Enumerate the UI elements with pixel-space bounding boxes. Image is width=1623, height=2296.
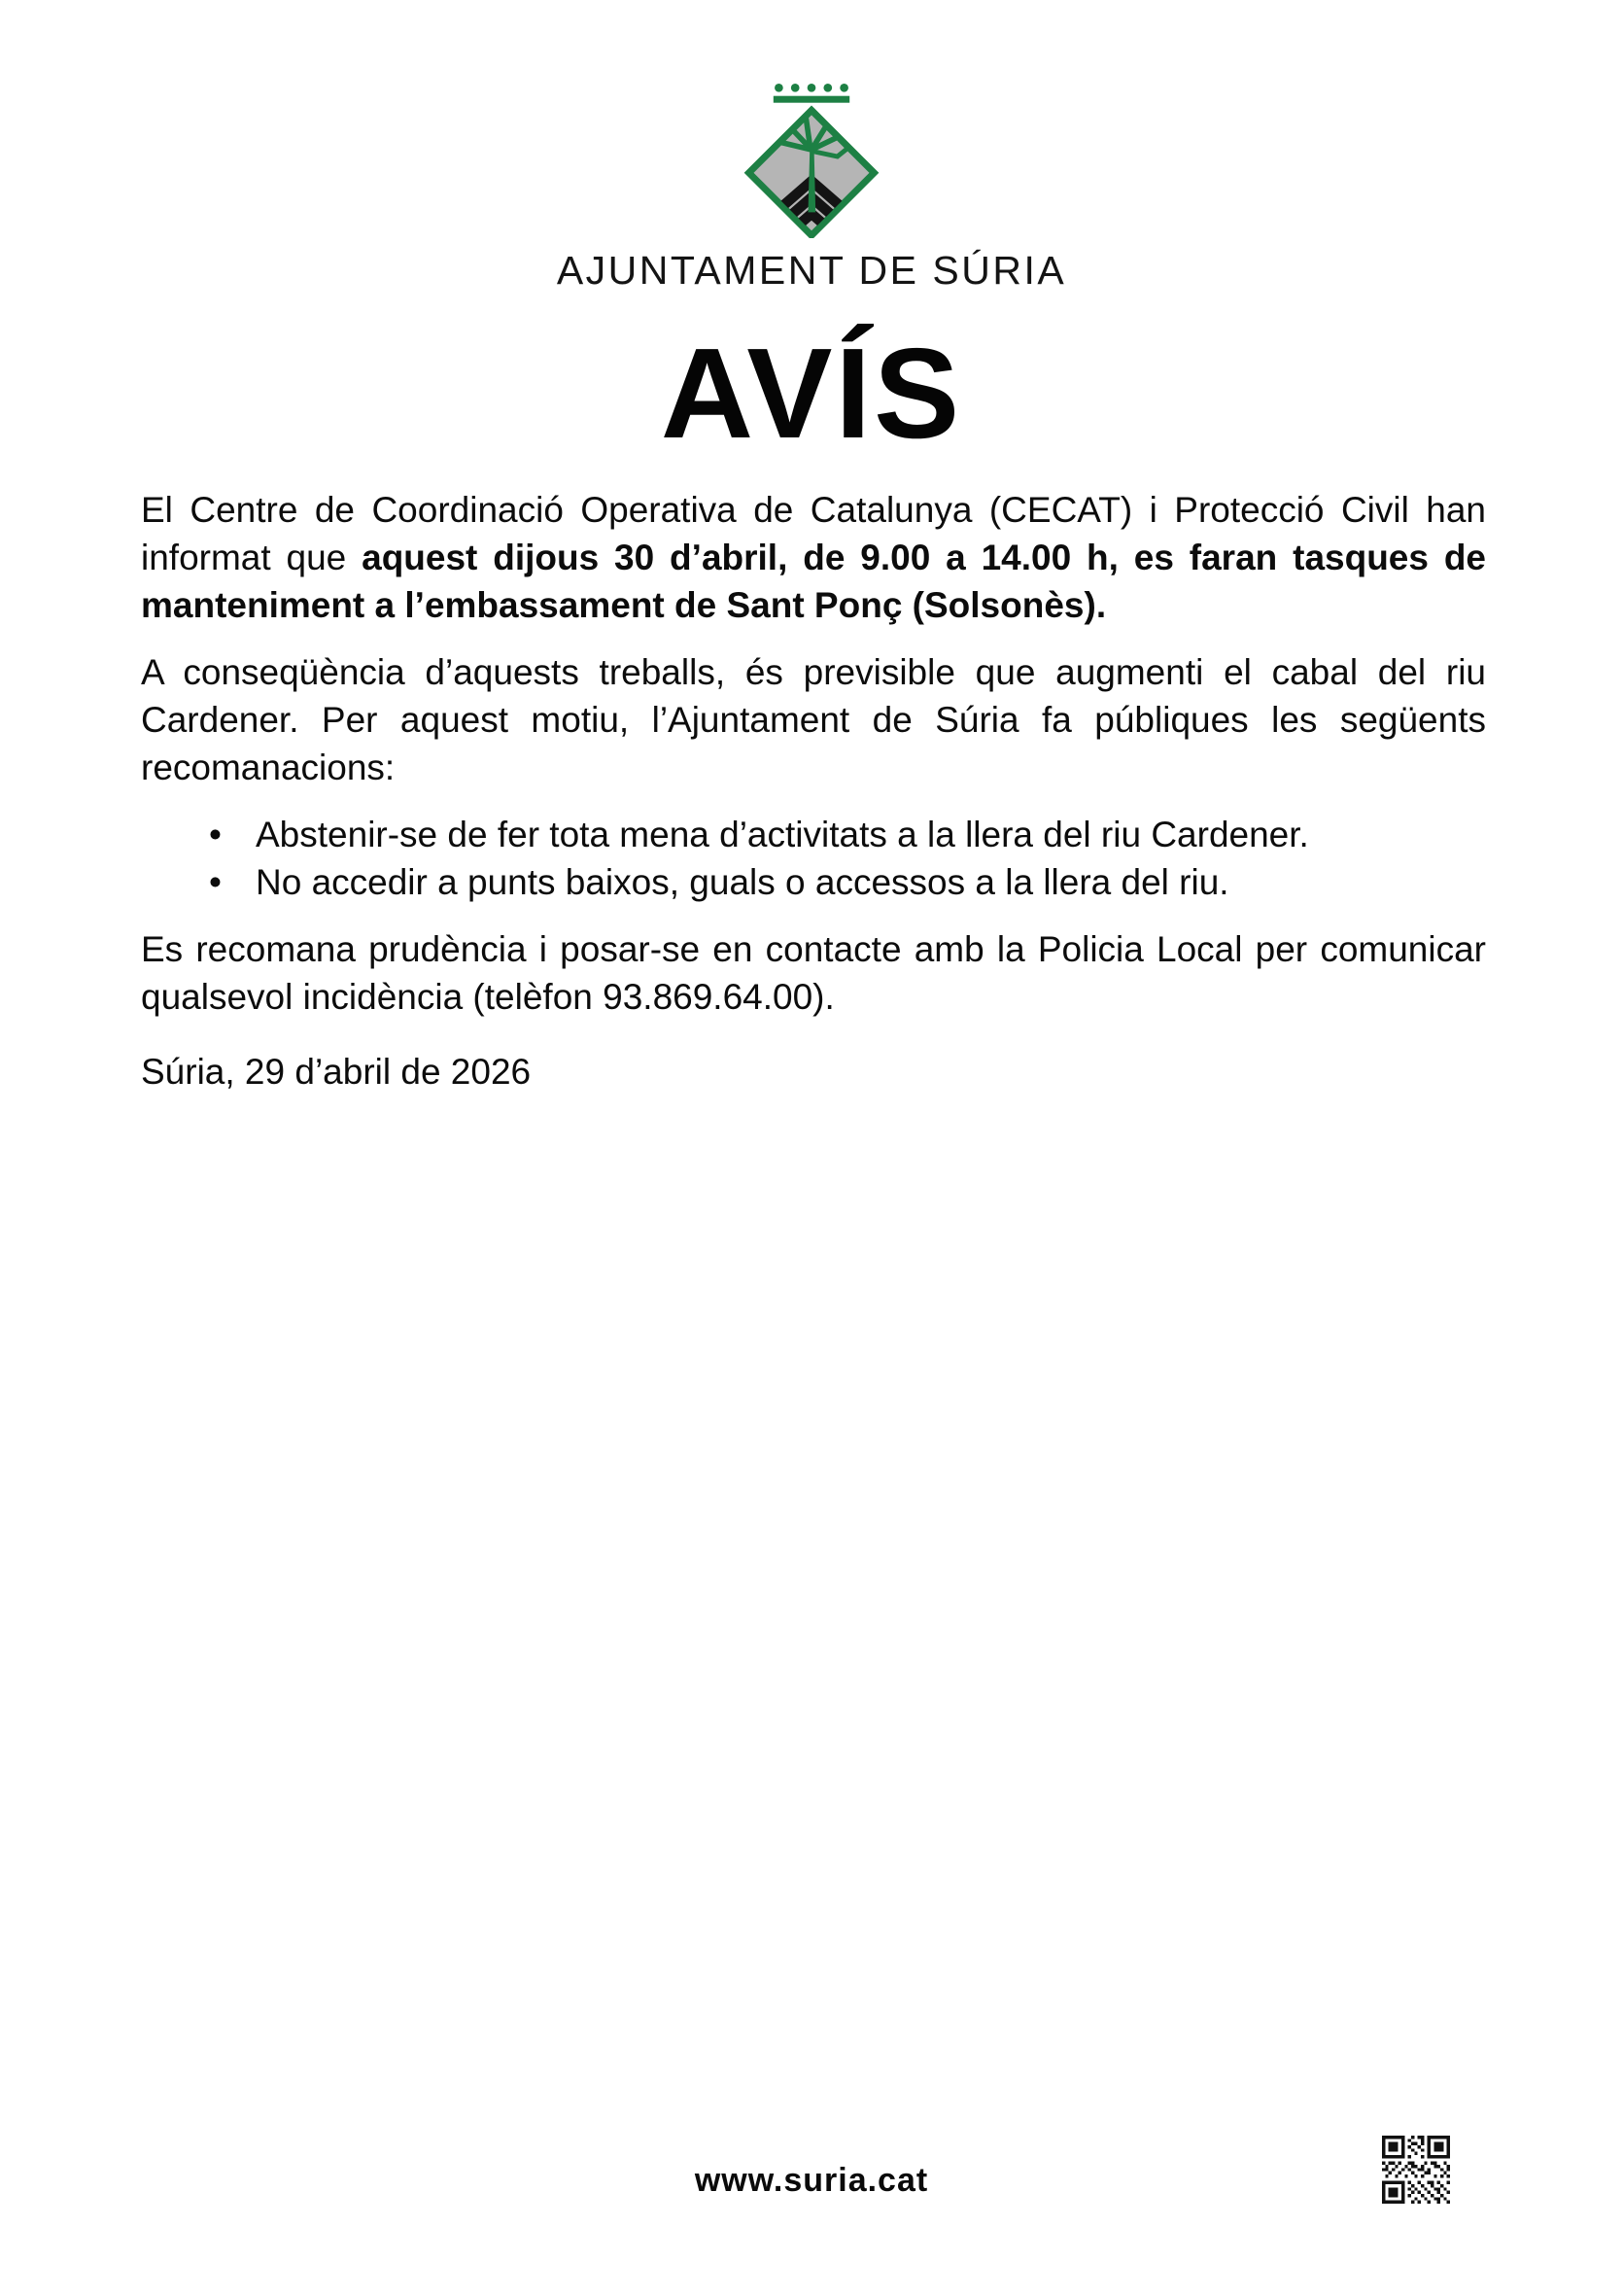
qr-code-icon (1382, 2136, 1450, 2204)
recommendations-list (141, 811, 1486, 906)
date-line: Súria, 29 d’abril de 2026 (141, 1052, 532, 1092)
paragraph-intro (141, 486, 1486, 629)
notice-body (141, 486, 1486, 1115)
suria-coat-of-arms-logo (730, 82, 893, 238)
paragraph-intro-normal: El Centre de Coordinació Operativa de Catalunya (CECAT) i Protecció Civil han informat que (141, 490, 1486, 577)
paragraph-consequence: A conseqüència d’aquests treballs, és previsible que augmenti el cabal del riu Cardener. Per aquest motiu, l’Ajuntament de Súria fa públiques les següents recomanacions: (141, 652, 1486, 787)
notice-title: AVÍS (660, 322, 963, 465)
website-url: www.suria.cat (694, 2162, 929, 2199)
list-item: • Abstenir-se de fer tota mena d’activitats a la llera del riu Cardener. (209, 811, 1486, 858)
paragraph-intro-bold: aquest dijous 30 d’abril, de 9.00 a 14.00 h, es faran tasques de manteniment a l’embassament de Sant Ponç (Solsonès). (141, 538, 1486, 625)
list-item: • No accedir a punts baixos, guals o accessos a la llera del riu. (209, 858, 1486, 906)
org-name: AJUNTAMENT DE SÚRIA (556, 248, 1067, 293)
header (0, 82, 1623, 294)
paragraph-advice: Es recomana prudència i posar-se en contacte amb la Policia Local per comunicar qualsevol incidència (telèfon 93.869.64.00). (141, 929, 1486, 1017)
crown-icon (774, 84, 849, 103)
